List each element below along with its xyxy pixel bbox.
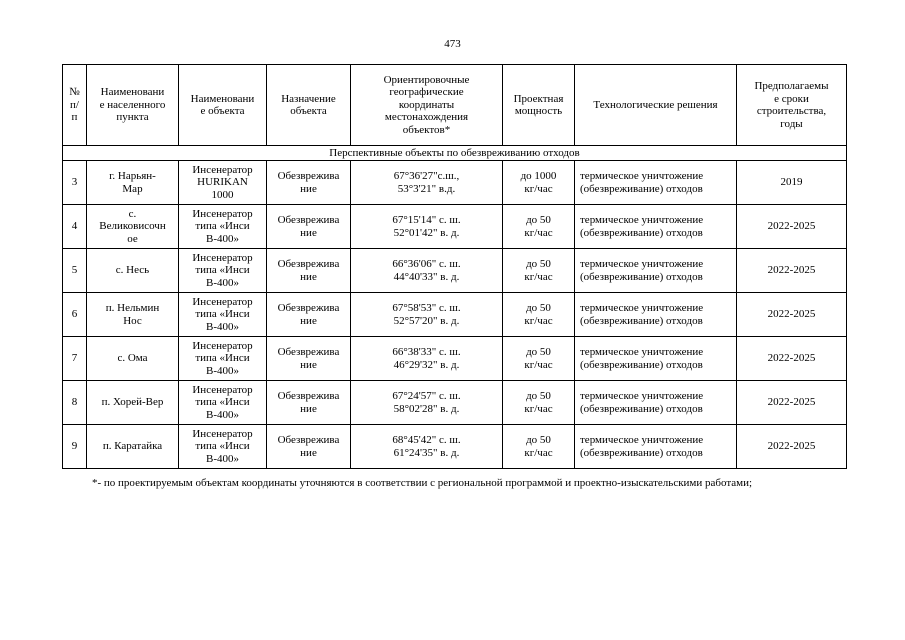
cell-years: 2022-2025 (737, 337, 847, 381)
cell-object: Инсенератор типа «Инси В-400» (179, 381, 267, 425)
cell-coords: 67°15'14" с. ш. 52°01'42" в. д. (351, 205, 503, 249)
cell-tech: термическое уничтожение (обезвреживание) отходов (575, 249, 737, 293)
cell-num: 9 (63, 425, 87, 469)
cell-capacity: до 50 кг/час (503, 293, 575, 337)
cell-coords: 66°36'06" с. ш. 44°40'33" в. д. (351, 249, 503, 293)
cell-coords: 67°24'57" с. ш. 58°02'28" в. д. (351, 381, 503, 425)
cell-capacity: до 1000 кг/час (503, 161, 575, 205)
cell-capacity: до 50 кг/час (503, 425, 575, 469)
cell-purpose: Обезврежива ние (267, 425, 351, 469)
header-object: Наименовани е объекта (179, 65, 267, 146)
cell-num: 6 (63, 293, 87, 337)
table-row (63, 161, 847, 205)
table-header-row (63, 65, 847, 146)
cell-tech: термическое уничтожение (обезвреживание) отходов (575, 161, 737, 205)
cell-capacity: до 50 кг/час (503, 249, 575, 293)
cell-capacity: до 50 кг/час (503, 205, 575, 249)
header-settlement: Наименовани е населенного пункта (87, 65, 179, 146)
cell-purpose: Обезврежива ние (267, 249, 351, 293)
table-row (63, 293, 847, 337)
table-row (63, 249, 847, 293)
cell-tech: термическое уничтожение (обезвреживание) отходов (575, 205, 737, 249)
cell-num: 5 (63, 249, 87, 293)
cell-years: 2019 (737, 161, 847, 205)
cell-num: 4 (63, 205, 87, 249)
cell-purpose: Обезврежива ние (267, 337, 351, 381)
cell-coords: 68°45'42" с. ш. 61°24'35" в. д. (351, 425, 503, 469)
cell-object: Инсенератор типа «Инси В-400» (179, 425, 267, 469)
cell-purpose: Обезврежива ние (267, 205, 351, 249)
cell-capacity: до 50 кг/час (503, 337, 575, 381)
cell-coords: 67°36'27"с.ш., 53°3'21" в.д. (351, 161, 503, 205)
cell-tech: термическое уничтожение (обезвреживание) отходов (575, 337, 737, 381)
cell-years: 2022-2025 (737, 381, 847, 425)
cell-settlement: п. Каратайка (87, 425, 179, 469)
cell-object: Инсенератор типа «Инси В-400» (179, 293, 267, 337)
cell-years: 2022-2025 (737, 293, 847, 337)
cell-object: Инсенератор типа «Инси В-400» (179, 249, 267, 293)
cell-num: 7 (63, 337, 87, 381)
header-num: № п/ п (63, 65, 87, 146)
cell-purpose: Обезврежива ние (267, 161, 351, 205)
table-row (63, 337, 847, 381)
header-years: Предполагаемы е сроки строительства, годы (737, 65, 847, 146)
cell-num: 3 (63, 161, 87, 205)
cell-settlement: г. Нарьян- Мар (87, 161, 179, 205)
table-row (63, 425, 847, 469)
footnote: *- по проектируемым объектам координаты уточняются в соответствии с региональной программой и проектно-изыскательскими работами; (92, 477, 753, 489)
table-row (63, 381, 847, 425)
cell-coords: 67°58'53" с. ш. 52°57'20" в. д. (351, 293, 503, 337)
cell-settlement: с. Несь (87, 249, 179, 293)
page-number: 473 (444, 38, 461, 50)
cell-coords: 66°38'33" с. ш. 46°29'32" в. д. (351, 337, 503, 381)
header-purpose: Назначение объекта (267, 65, 351, 146)
cell-years: 2022-2025 (737, 425, 847, 469)
cell-object: Инсенератор HURIKAN 1000 (179, 161, 267, 205)
cell-object: Инсенератор типа «Инси В-400» (179, 337, 267, 381)
cell-years: 2022-2025 (737, 205, 847, 249)
cell-tech: термическое уничтожение (обезвреживание) отходов (575, 293, 737, 337)
cell-capacity: до 50 кг/час (503, 381, 575, 425)
cell-settlement: п. Хорей-Вер (87, 381, 179, 425)
cell-tech: термическое уничтожение (обезвреживание) отходов (575, 381, 737, 425)
cell-purpose: Обезврежива ние (267, 381, 351, 425)
cell-purpose: Обезврежива ние (267, 293, 351, 337)
header-capacity: Проектная мощность (503, 65, 575, 146)
cell-object: Инсенератор типа «Инси В-400» (179, 205, 267, 249)
cell-settlement: п. Нельмин Нос (87, 293, 179, 337)
header-coords: Ориентировочные географические координаты местонахождения объектов* (351, 65, 503, 146)
table-row (63, 205, 847, 249)
cell-years: 2022-2025 (737, 249, 847, 293)
header-tech: Технологические решения (575, 65, 737, 146)
cell-settlement: с. Великовисочн ое (87, 205, 179, 249)
section-title: Перспективные объекты по обезвреживанию отходов (63, 146, 847, 161)
section-row (63, 146, 847, 161)
objects-table (62, 64, 847, 469)
cell-tech: термическое уничтожение (обезвреживание) отходов (575, 425, 737, 469)
cell-num: 8 (63, 381, 87, 425)
cell-settlement: с. Ома (87, 337, 179, 381)
